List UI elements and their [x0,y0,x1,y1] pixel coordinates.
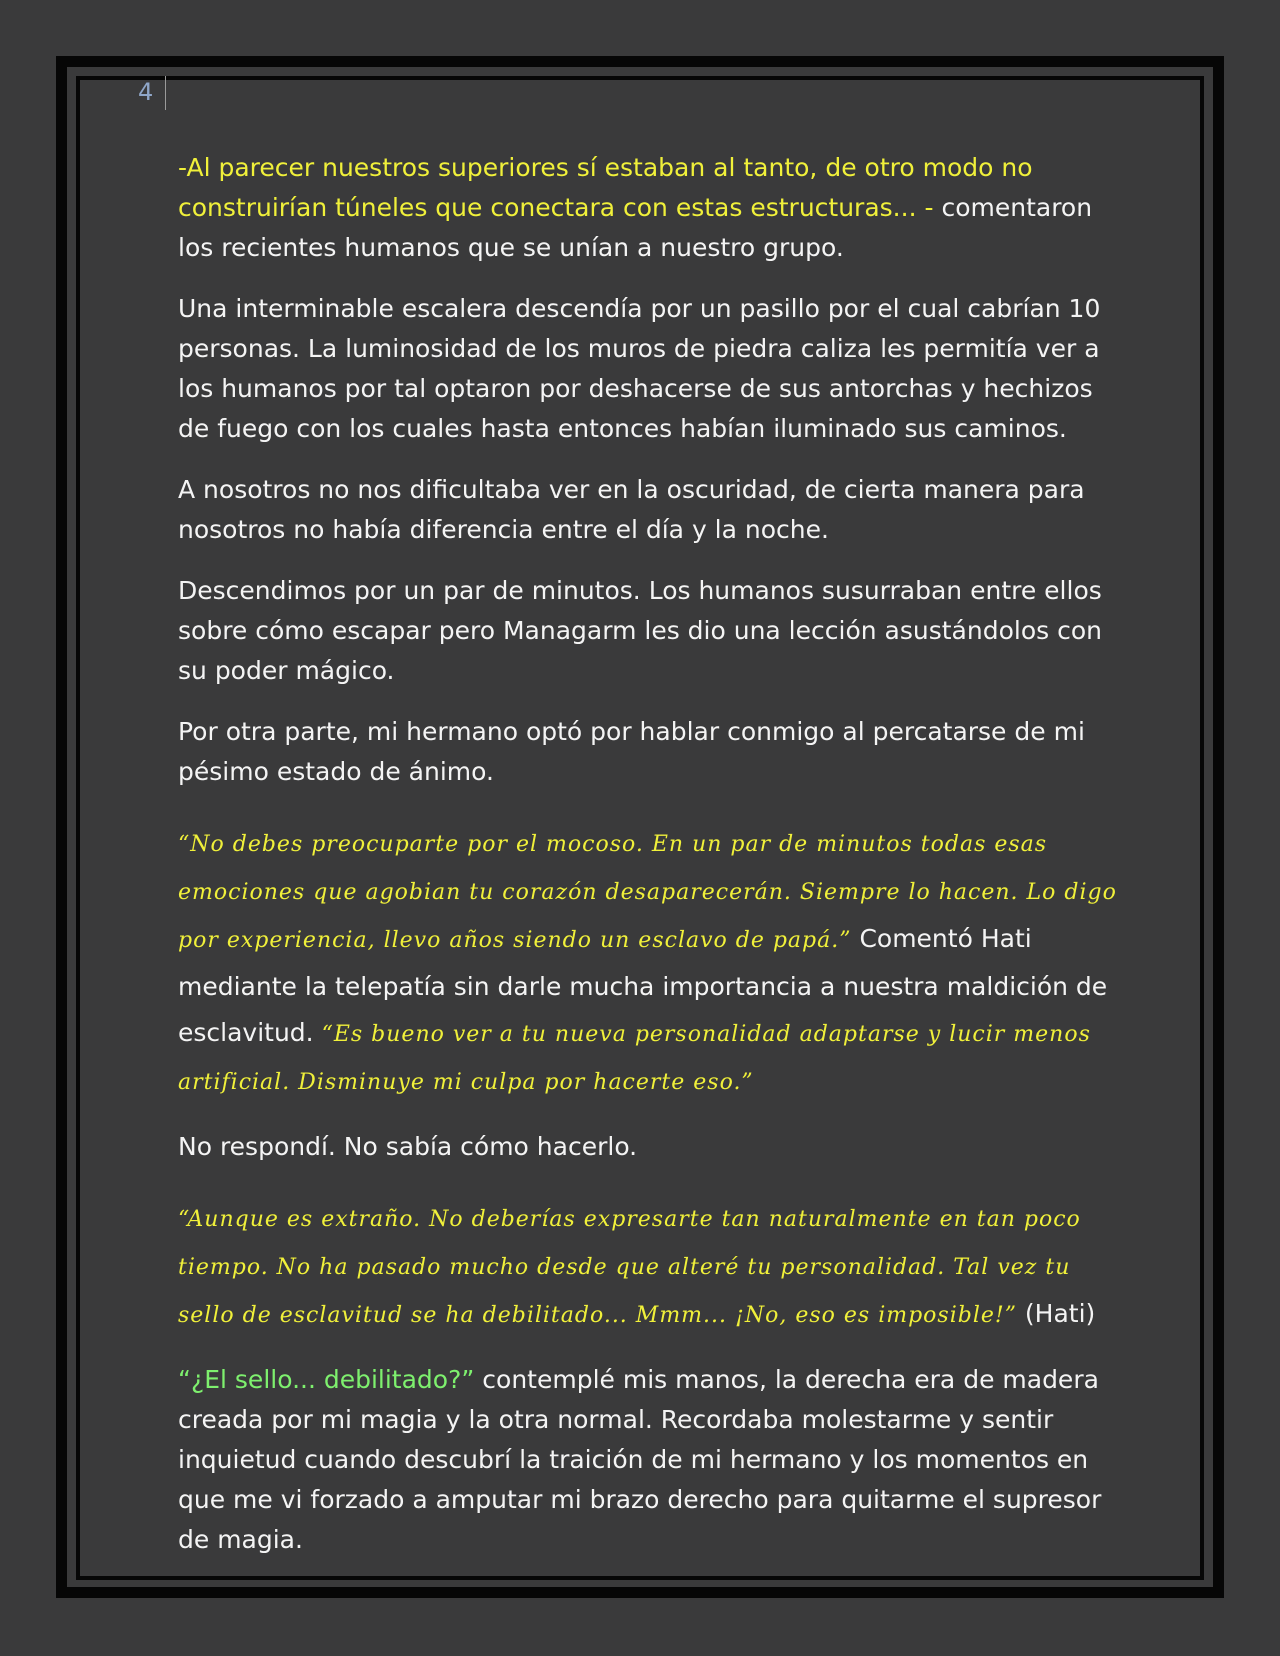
paragraph-3: A nosotros no nos dificultaba ver en la oscuridad, de cierta manera para nosotros no había diferencia entre el día y la noche. [178,475,1085,544]
paragraph-8 [178,1195,1118,1339]
paragraph-4: Descendimos por un par de minutos. Los humanos susurraban entre ellos sobre cómo escapar pero Managarm les dio una lección asustándolos con su poder mágico. [178,576,1102,685]
telepathy-text: “Aunque es extraño. No deberías expresarte tan naturalmente en tan poco tiempo. No ha pasado mucho desde que alteré tu personalidad. Tal vez tu sello de esclavitud se ha debilitado... Mmm... ¡No, eso es imposible!” [178,1207,1081,1328]
paragraph-2: Una interminable escalera descendía por un pasillo por el cual cabrían 10 personas. La luminosidad de los muros de piedra caliza les permitía ver a los humanos por tal optaron por deshacerse de sus antorchas y hechizos de fuego con los cuales hasta entonces habían iluminado sus caminos. [178,294,1101,443]
paragraph-6 [178,820,1118,1106]
page-body [178,148,1118,1581]
speaker-tag: (Hati) [1016,1299,1096,1328]
narration-text: contemplé mis manos, la derecha era de madera creada por mi magia y la otra normal. Recordaba molestarme y sentir inquietud cuando descubrí la traición de mi hermano y los momentos en que me vi forzado a amputar mi brazo derecho para quitarme el supresor de magia. [178,1365,1102,1554]
paragraph-1 [178,148,1118,268]
narration-text: Comentó Hati mediante la telepatía sin darle mucha importancia a nuestra maldición de esclavitud. [178,924,1108,1047]
page-number-divider [165,76,166,110]
telepathy-text: “No debes preocuparte por el mocoso. En un par de minutos todas esas emociones que agobian tu corazón desaparecerán. Siempre lo hacen. Lo digo por experiencia, llevo años siendo un esclavo de papá.” [178,832,1117,953]
page-number: 4 [138,78,154,106]
paragraph-5: Por otra parte, mi hermano optó por hablar conmigo al percatarse de mi pésimo estado de ánimo. [178,717,1085,786]
telepathy-text: “Es bueno ver a tu nueva personalidad adaptarse y lucir menos artificial. Disminuye mi culpa por hacerte eso.” [178,1022,1091,1095]
dialogue-text: -Al parecer nuestros superiores sí estaban al tanto, de otro modo no construirían túneles que conectara con estas estructuras... - [178,153,1033,222]
paragraph-9 [178,1360,1118,1560]
speech-text: “¿El sello... debilitado?” [178,1365,475,1394]
paragraph-7: No respondí. No sabía cómo hacerlo. [178,1132,638,1161]
narration-text: comentaron los recientes humanos que se unían a nuestro grupo. [178,193,1093,262]
